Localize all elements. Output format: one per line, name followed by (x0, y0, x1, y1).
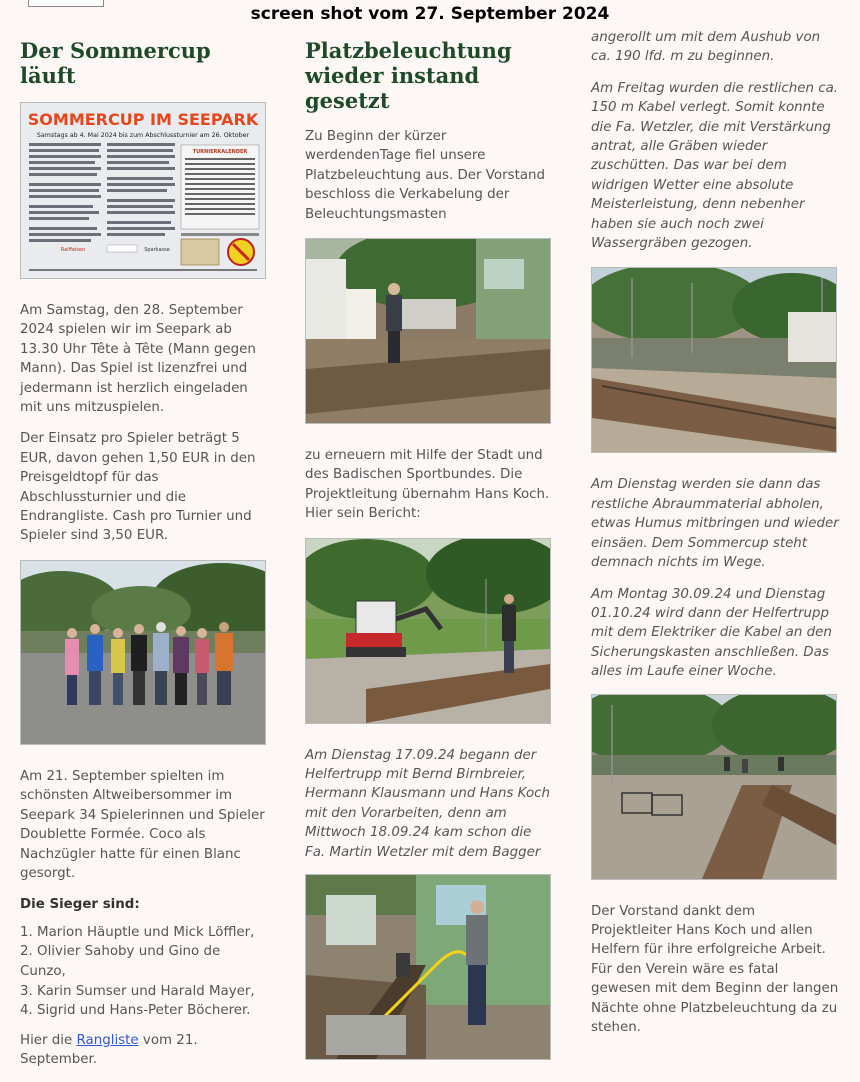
continuation-paragraph-5: Der Vorstand dankt dem Projektleiter Hans Koch und allen Helfern für ihre erfolgreiche Arbeit. Für den Verein wäre es fatal gewesen mit dem Beginn der langen Nächte ohne Platzbeleuchtung da zu stehen. (591, 903, 839, 1035)
list-item: 3. Karin Sumser und Harald Mayer, (20, 983, 255, 999)
column-sommercup (20, 32, 268, 1082)
poster-calendar-title: TURNIERKALENDER (192, 149, 248, 155)
ranking-paragraph (20, 1031, 268, 1070)
sommercup-paragraph-3: Am 21. September spielten im schönsten Altweibersommer im Seepark 34 Spielerinnen und Spieler Doublette Formée. Coco als Nachzügler hatte für einen Blanc gesorgt. (20, 768, 265, 881)
column-platzbeleuchtung (305, 32, 553, 1082)
ranking-link[interactable]: Rangliste (76, 1032, 139, 1048)
beleuchtung-paragraph-2: zu erneuern mit Hilfe der Stadt und des Badischen Sportbundes. Die Projektleitung übernahm Hans Koch. Hier sein Bericht: (305, 448, 550, 522)
screenshot-caption: screen shot vom 27. September 2024 (250, 4, 610, 24)
continuation-paragraph-4: Am Montag 30.09.24 und Dienstag 01.10.24 wird dann der Helfertrupp mit dem Elektriker die Kabel an den Sicherungskasten anschließen. Das alles im Laufe einer Woche. (591, 586, 832, 680)
photo-excavator[interactable] (305, 538, 551, 724)
sommercup-paragraph-2: Der Einsatz pro Spieler beträgt 5 EUR, davon gehen 1,50 EUR in den Preisgeldtopf für das Abschlussturnier und die Endrangliste. Cash pro Turnier und Spieler sind 3,50 EUR. (20, 431, 256, 544)
sommercup-poster-image[interactable] (20, 102, 266, 279)
poster-sponsor: Raiffeisen (60, 247, 86, 253)
sommercup-paragraph-1: Am Samstag, den 28. September 2024 spielen wir im Seepark ab 13.30 Uhr Tête à Tête (Mann gegen Mann). Das Spiel ist lizenzfrei und jedermann ist herzlich eingeladen mit uns mitzuspielen. (20, 303, 256, 416)
continuation-paragraph-1: angerollt um mit dem Aushub von ca. 190 lfd. m zu beginnen. (591, 30, 821, 65)
column-continuation (591, 32, 839, 1049)
group-photo-players[interactable] (20, 560, 266, 745)
article-title-sommercup: Der Sommercup läuft (20, 38, 211, 88)
list-item: 1. Marion Häuptle und Mick Löffler, (20, 924, 255, 940)
poster-graphic (21, 103, 265, 278)
photo-man-at-trench[interactable] (305, 238, 551, 424)
winners-list (20, 923, 268, 1021)
ranking-prefix: Hier die (20, 1032, 73, 1048)
list-item: 2. Olivier Sahoby und Gino de Cunzo, (20, 944, 221, 979)
poster-subline: Samstags ab 4. Mai 2024 bis zum Abschlussturnier am 26. Oktober (36, 132, 250, 139)
ranking-suffix: vom 21. September. (20, 1032, 198, 1068)
photo-boule-field-finished[interactable] (591, 694, 837, 880)
poster-headline: SOMMERCUP IM SEEPARK (27, 110, 259, 129)
article-title-platzbeleuchtung: Platzbeleuchtung wieder instand gesetzt (305, 38, 512, 113)
list-item: 4. Sigrid und Hans-Peter Böcherer. (20, 1003, 251, 1019)
beleuchtung-paragraph-1: Zu Beginn der kürzer werdendenTage fiel unsere Platzbeleuchtung aus. Der Vorstand beschloss die Verkabelung der Beleuchtungsmasten (305, 129, 546, 222)
beleuchtung-paragraph-3: Am Dienstag 17.09.24 begann der Helfertrupp mit Bernd Birnbreier, Hermann Klausmann und Hans Koch mit den Vorarbeiten, denn am Mittwoch 18.09.24 kam schon die Fa. Martin Wetzler mit dem Bagger (305, 747, 551, 860)
poster-footer: Sparkasse (144, 247, 170, 253)
continuation-paragraph-3: Am Dienstag werden sie dann das restliche Abraummaterial abholen, etwas Humus mitbringen und wieder einsäen. Dem Sommercup steht demnach nichts im Wege. (591, 477, 839, 571)
continuation-paragraph-2: Am Freitag wurden die restlichen ca. 150 m Kabel verlegt. Somit konnte die Fa. Wetzler, die mit Verstärkung antrat, alle Gräben wieder zuschütten. Das war bei dem widrigen Wetter eine absolute Meisterleistung, denn nebenher haben sie auch noch zwei Wassergräben gezogen. (591, 80, 839, 252)
photo-boule-field-trench[interactable] (591, 267, 837, 453)
winners-heading: Die Sieger sind: (20, 897, 140, 913)
photo-cable-laying[interactable] (305, 874, 551, 1060)
